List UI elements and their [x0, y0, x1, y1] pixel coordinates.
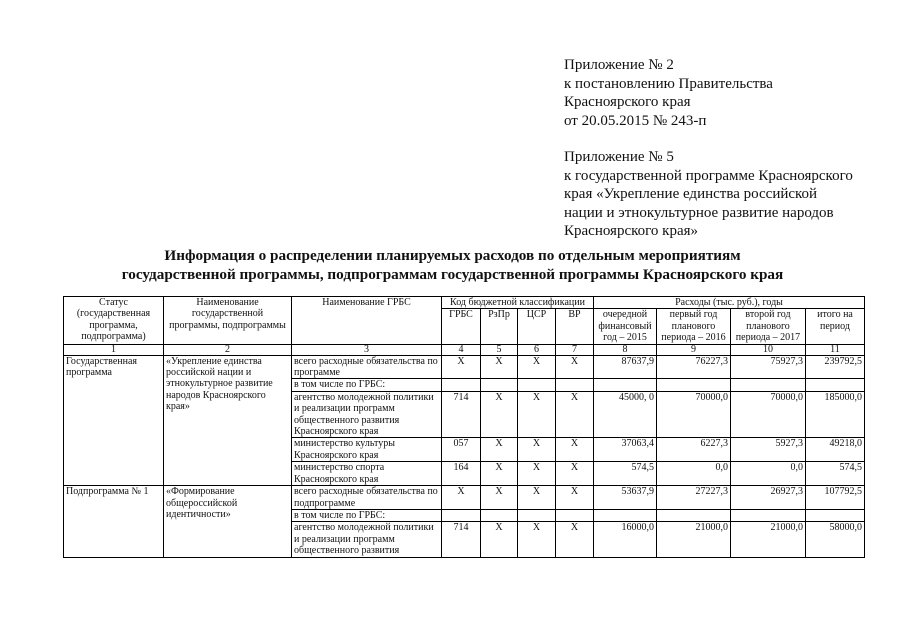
appendix-line: к государственной программе Красноярского — [564, 167, 853, 184]
appendix-line: нации и этнокультурное развитие народов — [564, 204, 834, 221]
column-number: 11 — [806, 344, 865, 355]
vr-cell: Х — [556, 391, 594, 438]
title-line-2: государственной программы, подпрограммам государственной программы Красноярского края — [121, 266, 784, 283]
column-number: 8 — [594, 344, 657, 355]
header-total: итого на период — [806, 309, 865, 344]
column-number: 9 — [657, 344, 731, 355]
vr-cell: Х — [556, 355, 594, 379]
amount-total-cell: 107792,5 — [806, 486, 865, 510]
csr-cell: Х — [518, 438, 556, 462]
amount-2016-cell: 21000,0 — [657, 522, 731, 557]
column-number: 5 — [481, 344, 518, 355]
amount-2016-cell: 0,0 — [657, 462, 731, 486]
amount-2016-cell: 6227,3 — [657, 438, 731, 462]
appendix-line: от 20.05.2015 № 243-п — [564, 112, 707, 129]
header-csr: ЦСР — [518, 309, 556, 344]
rzpr-cell: Х — [481, 355, 518, 379]
grbs-name-cell: в том числе по ГРБС: — [292, 509, 442, 521]
column-number-row — [64, 344, 865, 355]
amount-total-cell: 58000,0 — [806, 522, 865, 557]
header-grbs: ГРБС — [442, 309, 481, 344]
header-vr: ВР — [556, 309, 594, 344]
rzpr-cell: Х — [481, 486, 518, 510]
expenses-table — [63, 296, 865, 558]
amount-2015-cell: 87637,9 — [594, 355, 657, 379]
rzpr-cell: Х — [481, 391, 518, 438]
header-expenses: Расходы (тыс. руб.), годы — [594, 297, 865, 309]
header-2016: первый год планового периода – 2016 — [657, 309, 731, 344]
grbs-cell: 057 — [442, 438, 481, 462]
grbs-name-cell: министерство спорта Красноярского края — [292, 462, 442, 486]
header-row — [64, 297, 865, 309]
program-name-cell: «Укрепление единства российской нации и этнокультурное развитие народов Красноярского края» — [164, 355, 292, 485]
csr-cell: Х — [518, 462, 556, 486]
document-title — [0, 246, 905, 284]
header-2015: очередной финансовый год – 2015 — [594, 309, 657, 344]
amount-2015-cell: 53637,9 — [594, 486, 657, 510]
csr-cell: Х — [518, 522, 556, 557]
table-row — [64, 355, 865, 379]
header-grbs-name: Наименование ГРБС — [292, 297, 442, 345]
header-status: Статус (государственная программа, подпрограмма) — [64, 297, 164, 345]
amount-2017-cell: 70000,0 — [731, 391, 806, 438]
grbs-name-cell: агентство молодежной политики и реализации программ общественного развития Красноярского края — [292, 391, 442, 438]
appendix-line: Приложение № 5 — [564, 149, 674, 165]
column-number: 4 — [442, 344, 481, 355]
vr-cell: Х — [556, 462, 594, 486]
grbs-name-cell: министерство культуры Красноярского края — [292, 438, 442, 462]
vr-cell: Х — [556, 438, 594, 462]
table-row — [64, 486, 865, 510]
amount-2015-cell: 16000,0 — [594, 522, 657, 557]
column-number: 7 — [556, 344, 594, 355]
appendix-line: края «Укрепление единства российской — [564, 186, 818, 202]
grbs-name-cell: в том числе по ГРБС: — [292, 379, 442, 391]
appendix-line: Красноярского края — [564, 94, 691, 110]
amount-2015-cell: 574,5 — [594, 462, 657, 486]
amount-2015-cell: 37063,4 — [594, 438, 657, 462]
amount-total-cell: 239792,5 — [806, 355, 865, 379]
rzpr-cell: Х — [481, 438, 518, 462]
header-2017: второй год планового периода – 2017 — [731, 309, 806, 344]
amount-total-cell: 185000,0 — [806, 391, 865, 438]
amount-2016-cell: 70000,0 — [657, 391, 731, 438]
amount-2017-cell: 0,0 — [731, 462, 806, 486]
grbs-cell: 164 — [442, 462, 481, 486]
amount-2017-cell: 26927,3 — [731, 486, 806, 510]
status-cell: Подпрограмма № 1 — [64, 486, 164, 557]
grbs-cell: 714 — [442, 522, 481, 557]
rzpr-cell: Х — [481, 462, 518, 486]
column-number: 6 — [518, 344, 556, 355]
rzpr-cell: Х — [481, 522, 518, 557]
amount-2017-cell: 5927,3 — [731, 438, 806, 462]
csr-cell: Х — [518, 355, 556, 379]
appendix-line: к постановлению Правительства — [564, 75, 773, 92]
column-number: 2 — [164, 344, 292, 355]
amount-total-cell: 574,5 — [806, 462, 865, 486]
header-name: Наименование государственной программы, подпрограммы — [164, 297, 292, 345]
amount-2015-cell: 45000, 0 — [594, 391, 657, 438]
vr-cell: Х — [556, 486, 594, 510]
program-name-cell: «Формирование общероссийской идентичности» — [164, 486, 292, 557]
amount-2016-cell: 76227,3 — [657, 355, 731, 379]
column-number: 3 — [292, 344, 442, 355]
grbs-cell: 714 — [442, 391, 481, 438]
column-number: 10 — [731, 344, 806, 355]
grbs-name-cell: агентство молодежной политики и реализации программ общественного развития — [292, 522, 442, 557]
header-rzpr: РзПр — [481, 309, 518, 344]
csr-cell: Х — [518, 486, 556, 510]
appendix-line: Красноярского края» — [564, 223, 699, 239]
grbs-cell: Х — [442, 486, 481, 510]
grbs-name-cell: всего расходные обязательства по программе — [292, 355, 442, 379]
amount-2017-cell: 75927,3 — [731, 355, 806, 379]
grbs-name-cell: всего расходные обязательства по подпрограмме — [292, 486, 442, 510]
amount-2016-cell: 27227,3 — [657, 486, 731, 510]
vr-cell: Х — [556, 522, 594, 557]
csr-cell: Х — [518, 391, 556, 438]
appendix-line: Приложение № 2 — [564, 57, 674, 73]
amount-total-cell: 49218,0 — [806, 438, 865, 462]
appendix-block-1 — [564, 56, 853, 241]
title-line-1: Информация о распределении планируемых расходов по отдельным мероприятиям — [164, 247, 741, 264]
column-number: 1 — [64, 344, 164, 355]
header-budget-code: Код бюджетной классификации — [442, 297, 594, 309]
amount-2017-cell: 21000,0 — [731, 522, 806, 557]
grbs-cell: Х — [442, 355, 481, 379]
status-cell: Государственная программа — [64, 355, 164, 485]
